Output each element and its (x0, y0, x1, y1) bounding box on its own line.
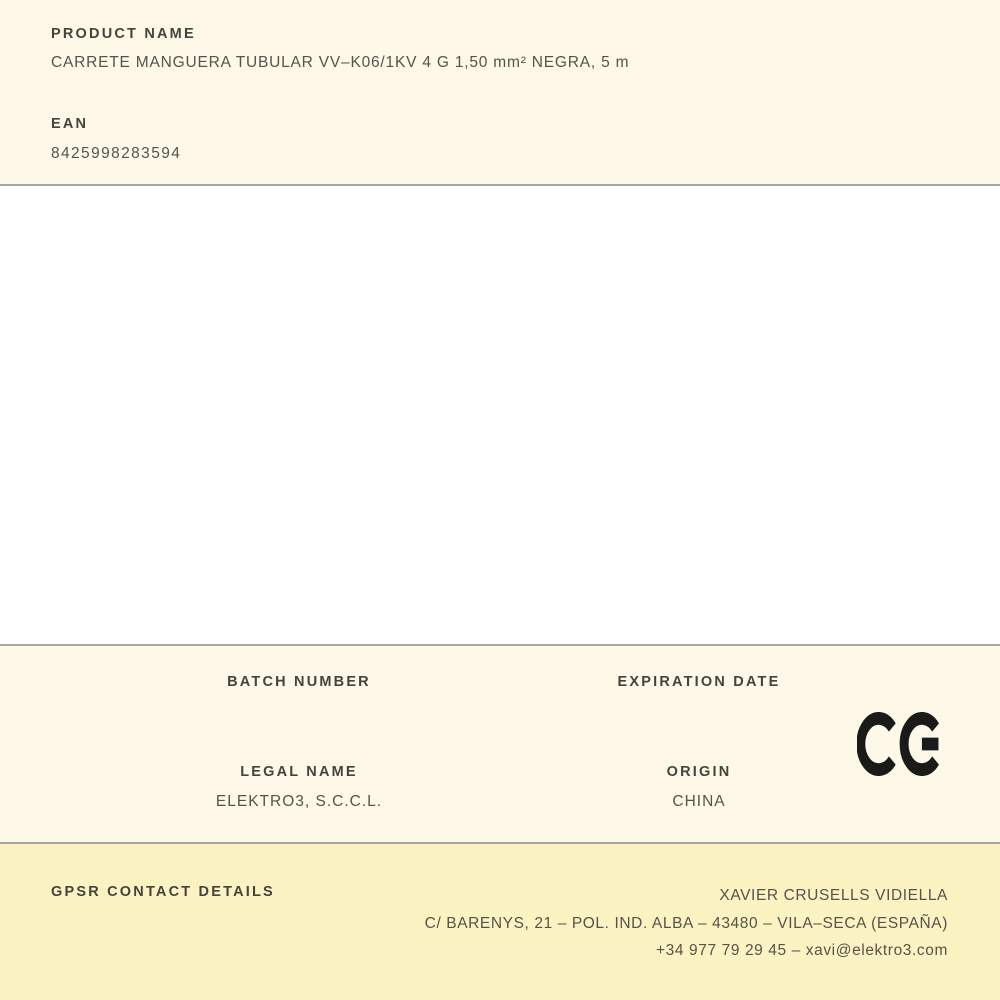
contact-phone-email: +34 977 79 29 45 – xavi@elektro3.com (656, 942, 948, 959)
ce-mark-icon (857, 712, 941, 776)
ean-label: EAN (51, 116, 89, 132)
origin-value: CHINA (672, 793, 726, 810)
legal-name-value: ELEKTRO3, S.C.C.L. (215, 793, 383, 810)
product-info-section (0, 0, 1000, 184)
batch-details-section (0, 646, 1000, 842)
contact-name: XAVIER CRUSELLS VIDIELLA (719, 887, 948, 904)
expiration-date-label: EXPIRATION DATE (617, 674, 781, 690)
contact-address: C/ BARENYS, 21 – POL. IND. ALBA – 43480 – VILA–SECA (ESPAÑA) (424, 914, 948, 932)
batch-number-label: BATCH NUMBER (227, 674, 371, 690)
details-right-column (499, 646, 899, 842)
section-divider (0, 184, 1000, 186)
product-name-value: CARRETE MANGUERA TUBULAR VV–K06/1KV 4 G 1,50 mm² NEGRA, 5 m (51, 54, 630, 71)
contact-details-block (425, 882, 948, 965)
origin-label: ORIGIN (666, 764, 732, 780)
ean-value: 8425998283594 (51, 145, 182, 162)
details-left-column (99, 646, 499, 842)
product-name-label: PRODUCT NAME (51, 26, 196, 42)
gpsr-contact-section (0, 844, 1000, 1000)
legal-name-label: LEGAL NAME (240, 764, 358, 780)
gpsr-contact-label: GPSR CONTACT DETAILS (51, 884, 275, 900)
